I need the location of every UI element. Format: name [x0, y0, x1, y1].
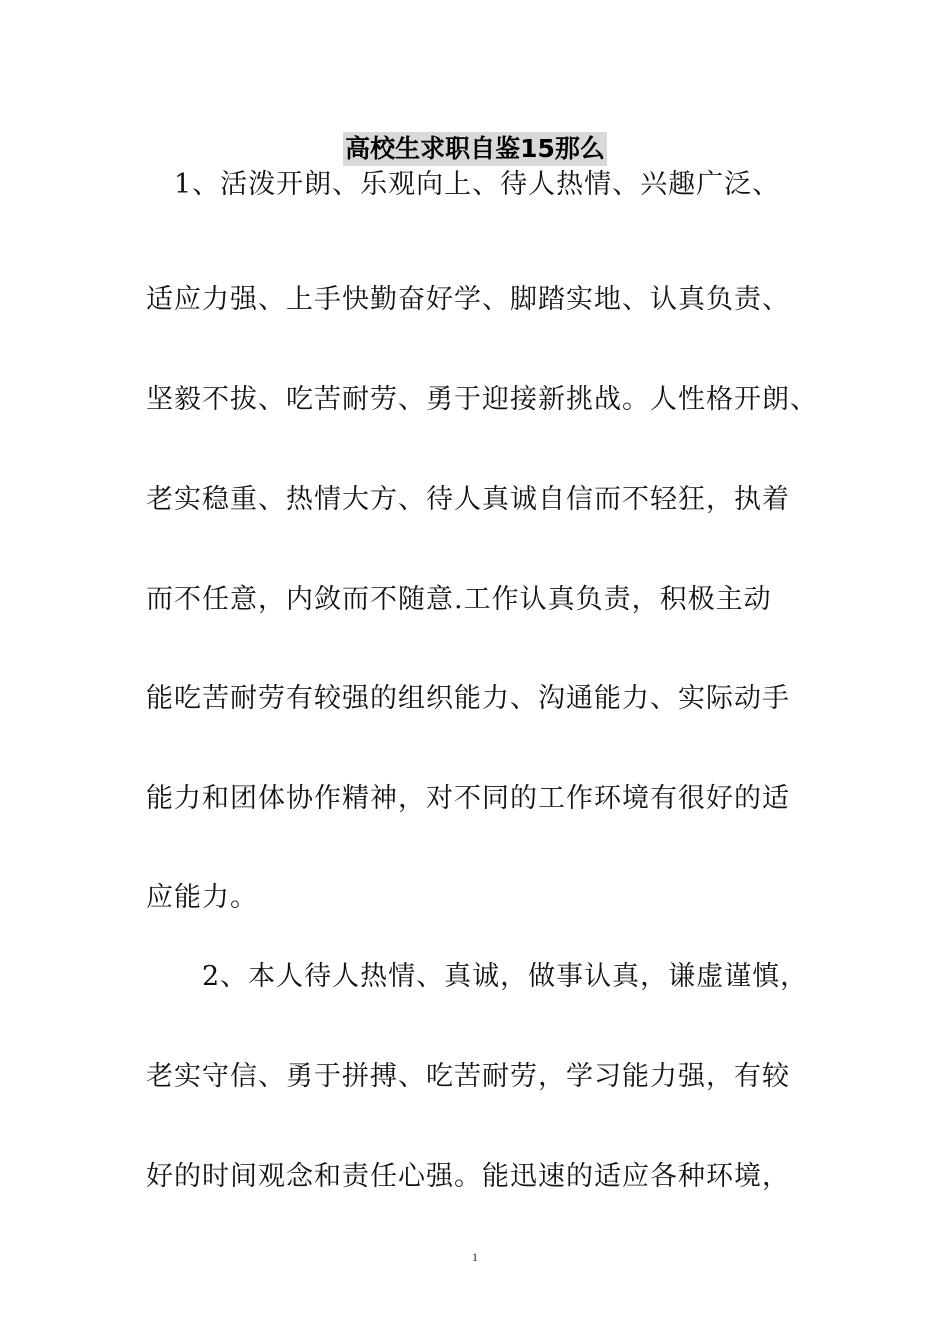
title-container: [0, 132, 950, 166]
page-number: 1: [472, 1250, 478, 1264]
paragraph-1-line-1: 1、活泼开朗、乐观向上、待人热情、兴趣广泛、: [174, 169, 781, 200]
paragraph-1-line-3: 坚毅不拔、吃苦耐劳、勇于迎接新挑战。人性格开朗、: [146, 384, 818, 415]
paragraph-2-line-2: 老实守信、勇于拼搏、吃苦耐劳，学习能力强，有较: [146, 1061, 790, 1092]
paragraph-1-line-5: 而不任意，内敛而不随意.工作认真负责，积极主动: [146, 584, 772, 615]
paragraph-1-line-6: 能吃苦耐劳有较强的组织能力、沟通能力、实际动手: [146, 683, 790, 714]
document-title: 高校生求职自鉴15那么: [343, 132, 607, 166]
paragraph-1-line-2: 适应力强、上手快勤奋好学、脚踏实地、认真负责、: [146, 284, 790, 315]
paragraph-1-line-7: 能力和团体协作精神，对不同的工作环境有很好的适: [146, 783, 790, 814]
paragraph-1-line-8: 应能力。: [146, 882, 258, 913]
paragraph-1-line-4: 老实稳重、热情大方、待人真诚自信而不轻狂，执着: [146, 484, 790, 515]
paragraph-2-line-1: 2、本人待人热情、真诚，做事认真，谦虚谨慎，: [202, 961, 809, 992]
paragraph-2-line-3: 好的时间观念和责任心强。能迅速的适应各种环境，: [146, 1161, 790, 1192]
